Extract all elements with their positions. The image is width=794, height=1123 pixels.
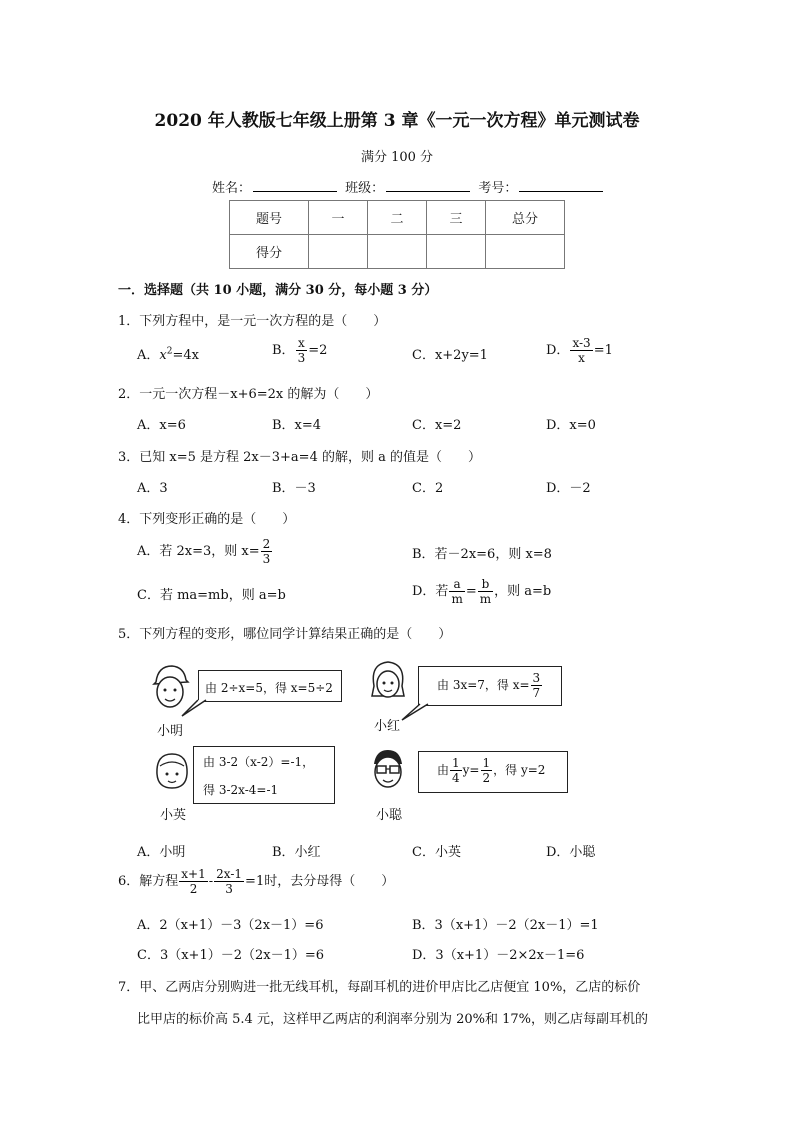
- table-cell: 二: [368, 201, 427, 235]
- student-name-xiaocong: 小聪: [376, 808, 403, 823]
- score-cell[interactable]: [309, 235, 368, 269]
- q5-option-a: A．小明: [137, 845, 186, 860]
- score-cell[interactable]: [486, 235, 565, 269]
- table-cell: 得分: [230, 235, 309, 269]
- name-label: 姓名：: [212, 181, 252, 196]
- table-row: [230, 201, 565, 235]
- section-heading: 一．选择题（共 10 小题，满分 30 分，每小题 3 分）: [118, 283, 438, 298]
- table-cell: 一: [309, 201, 368, 235]
- speech-bubble-xiaocong: [418, 751, 568, 793]
- q4-option-c: C．若 ma=mb，则 a=b: [137, 588, 286, 603]
- xiaocong-statement: 由 $\frac{1}{4}$ y= $\frac{1}{2}$ ，得 y=2: [437, 756, 546, 785]
- question-7-line2: 比甲店的标价高 5.4 元，这样甲乙两店的利润率分别为 20%和 17%，则乙店每副耳机的: [137, 1012, 648, 1027]
- student-name-xiaohong: 小红: [374, 719, 401, 734]
- q1-option-d: D． $\frac{x-3}{x}$ =1: [546, 336, 613, 365]
- score-cell[interactable]: [368, 235, 427, 269]
- boy-with-glasses-icon: [368, 744, 408, 798]
- q6-option-d: D．3（x+1）－2×2x－1=6: [412, 948, 585, 963]
- speech-bubble-xiaoming: [198, 670, 342, 702]
- table-row: [230, 235, 565, 269]
- q2-option-b: B．x=4: [272, 418, 322, 433]
- q5-option-d: D．小聪: [546, 845, 596, 860]
- question-5-stem: 5．下列方程的变形，哪位同学计算结果正确的是（ ）: [118, 627, 452, 642]
- table-cell: 三: [427, 201, 486, 235]
- xiaoying-statement-line2: 得 3-2x-4=-1: [203, 783, 279, 797]
- name-field[interactable]: [253, 179, 337, 192]
- speech-bubble-xiaoying: [193, 746, 335, 804]
- q3-option-b: B．－3: [272, 481, 316, 496]
- q4-option-b: B．若－2x=6，则 x=8: [412, 547, 552, 562]
- exam-no-label: 考号：: [478, 181, 518, 196]
- q6-option-b: B．3（x+1）－2（2x－1）=1: [412, 918, 599, 933]
- q6-option-a: A．2（x+1）－3（2x－1）=6: [137, 918, 324, 933]
- q3-option-d: D．－2: [546, 481, 591, 496]
- q4-option-a: A．若 2x=3，则 x= $\frac{2}{3}$: [137, 537, 271, 566]
- q5-option-b: B．小红: [272, 845, 321, 860]
- q2-option-c: C．x=2: [412, 418, 462, 433]
- table-cell: 题号: [230, 201, 309, 235]
- class-label: 班级：: [345, 181, 385, 196]
- question-3-stem: 3．已知 x=5 是方程 2x－3+a=4 的解，则 a 的值是（ ）: [118, 450, 481, 465]
- q3-option-a: A．3: [137, 481, 168, 496]
- student-name-xiaoying: 小英: [160, 808, 187, 823]
- exam-no-field[interactable]: [519, 179, 603, 192]
- bubble-tail-icon: [400, 700, 430, 722]
- q1-option-a: A．$x^2=4x$: [137, 346, 199, 363]
- full-score: 满分 100 分: [360, 150, 434, 165]
- page-title: 2020 年人教版七年级上册第 3 章《一元一次方程》单元测试卷: [154, 111, 640, 131]
- speech-bubble-xiaohong: [418, 666, 562, 706]
- question-6-stem: 6．解方程 $\frac{x+1}{2}$ - $\frac{2x-1}{3}$ =1时，去分母得（ ）: [118, 867, 395, 896]
- q1-option-b: B． $\frac{x}{3}$ =2: [272, 336, 328, 365]
- question-4-stem: 4．下列变形正确的是（ ）: [118, 512, 296, 527]
- question-1-stem: 1．下列方程中，是一元一次方程的是（ ）: [118, 314, 387, 329]
- q1-option-c: C．x+2y=1: [412, 348, 488, 363]
- q5-option-c: C．小英: [412, 845, 461, 860]
- q2-option-a: A．x=6: [137, 418, 186, 433]
- question-2-stem: 2．一元一次方程－x+6=2x 的解为（ ）: [118, 387, 379, 402]
- student-name-xiaoming: 小明: [157, 724, 184, 739]
- score-cell[interactable]: [427, 235, 486, 269]
- score-table: [229, 200, 565, 269]
- girl-with-hairclip-icon: [152, 748, 192, 800]
- table-cell: 总分: [486, 201, 565, 235]
- question-7-line1: 7．甲、乙两店分别购进一批无线耳机，每副耳机的进价甲店比乙店便宜 10%，乙店的标价: [118, 980, 641, 995]
- bubble-tail-icon: [180, 696, 210, 718]
- q6-option-c: C．3（x+1）－2（2x－1）=6: [137, 948, 325, 963]
- q3-option-c: C．2: [412, 481, 444, 496]
- xiaoming-statement: 由 2÷x=5，得 x=5÷2: [205, 681, 333, 695]
- student-info-line: [212, 177, 607, 196]
- q4-option-d: D．若 $\frac{a}{m}$ = $\frac{b}{m}$ ，则 a=b: [412, 577, 552, 606]
- xiaohong-statement: 由 3x=7，得 x= $\frac{3}{7}$: [437, 671, 541, 700]
- xiaoying-statement-line1: 由 3-2（x-2）=-1，: [203, 755, 315, 769]
- class-field[interactable]: [386, 179, 470, 192]
- q2-option-d: D．x=0: [546, 418, 596, 433]
